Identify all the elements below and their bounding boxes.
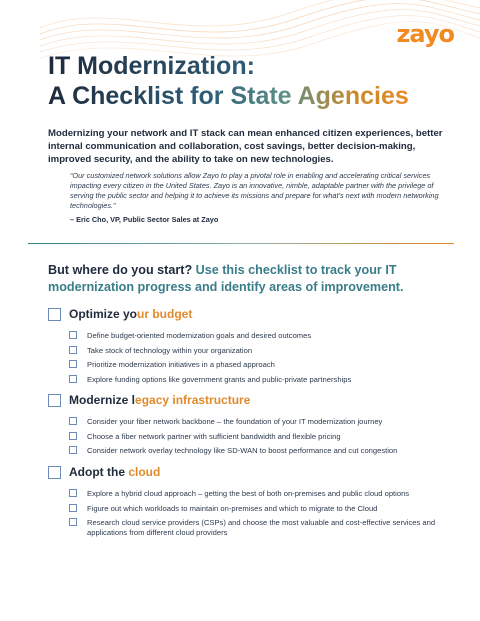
- section-title: Modernize legacy infrastructure: [69, 393, 251, 407]
- page-title: [48, 51, 409, 111]
- checklist-item: Take stock of technology within your organization: [69, 346, 459, 356]
- checklist-item: Explore funding options like government grants and public-private partnerships: [69, 375, 459, 385]
- checklist-item: Define budget-oriented modernization goals and desired outcomes: [69, 331, 459, 341]
- item-checkbox[interactable]: [69, 375, 77, 383]
- intro-paragraph: Modernizing your network and IT stack can mean enhanced citizen experiences, better internal communication and collaboration, cost savings, better decision-making, improved security, and the ability to take on new technologies.: [48, 128, 443, 165]
- section-divider: [28, 243, 454, 244]
- item-checkbox[interactable]: [69, 432, 77, 440]
- checklist-item: Choose a fiber network partner with sufficient bandwidth and flexible pricing: [69, 432, 459, 442]
- item-checkbox[interactable]: [69, 346, 77, 354]
- item-checkbox[interactable]: [69, 489, 77, 497]
- section-title: Optimize your budget: [69, 307, 193, 321]
- checklist-item: Prioritize modernization initiatives in a phased approach: [69, 360, 459, 370]
- prompt-lead: But where do you start?: [48, 263, 193, 277]
- checklist-item: Explore a hybrid cloud approach – getting the best of both on-premises and public cloud options: [69, 489, 459, 499]
- quote-attribution: – Eric Cho, VP, Public Sector Sales at Zayo: [70, 215, 219, 224]
- section-checkbox[interactable]: [48, 394, 61, 407]
- prompt-highlight: Use this checklist to track your IT modernization progress and identify areas of improvement.: [48, 263, 404, 294]
- item-checkbox[interactable]: [69, 331, 77, 339]
- item-checkbox[interactable]: [69, 518, 77, 526]
- customer-quote: “Our customized network solutions allow Zayo to play a pivotal role in enabling and accelerating critical services impacting every citizen in the United States. Zayo is an innovative, nimble, adaptable partner with the privilege of serving the public sector and helping it to achieve its missions and prepare for what’s next with modern networking technologies.”: [70, 171, 439, 210]
- title-line-2: A Checklist for State Agencies: [48, 82, 409, 110]
- checklist-item: Consider network overlay technology like SD-WAN to boost performance and cut congestion: [69, 446, 459, 456]
- item-checkbox[interactable]: [69, 360, 77, 368]
- zayo-logo: zayo: [396, 20, 454, 48]
- section-title: Adopt the cloud: [69, 465, 161, 479]
- item-checkbox[interactable]: [69, 417, 77, 425]
- checklist-prompt: [48, 262, 428, 296]
- title-line-1: IT Modernization:: [48, 51, 409, 81]
- item-checkbox[interactable]: [69, 504, 77, 512]
- checklist-item: Research cloud service providers (CSPs) and choose the most valuable and cost-effective services and applications from different cloud providers: [69, 518, 459, 538]
- section-checkbox[interactable]: [48, 466, 61, 479]
- checklist-item: Figure out which workloads to maintain on-premises and which to migrate to the Cloud: [69, 504, 459, 514]
- item-checkbox[interactable]: [69, 446, 77, 454]
- checklist-item: Consider your fiber network backbone – the foundation of your IT modernization journey: [69, 417, 459, 427]
- section-checkbox[interactable]: [48, 308, 61, 321]
